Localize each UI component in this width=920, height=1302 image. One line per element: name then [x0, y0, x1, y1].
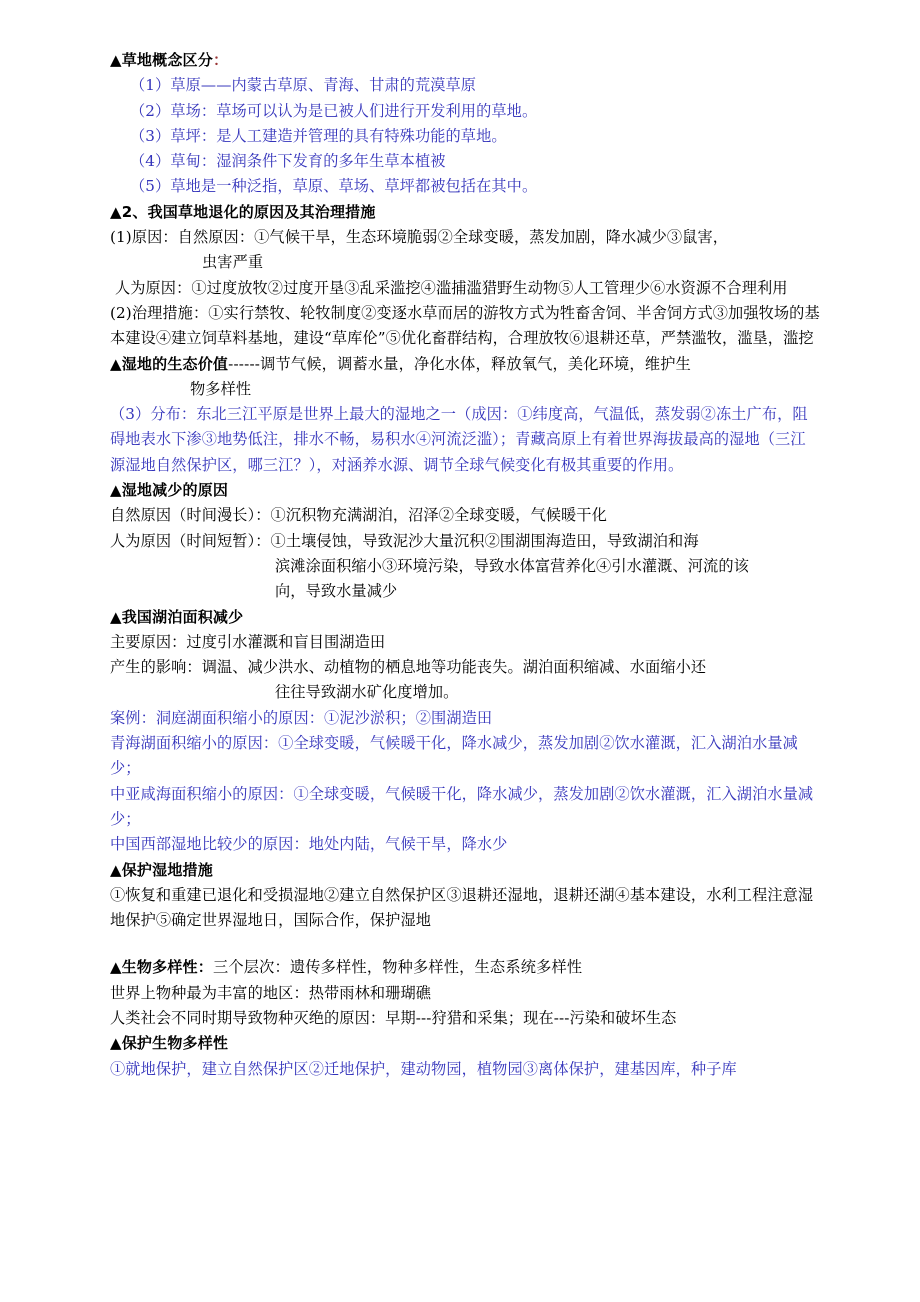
list-item: （2）草场：草场可以认为是已被人们进行开发利用的草地。 [130, 101, 538, 120]
section-spacer [110, 933, 820, 955]
list-item: （4）草甸：湿润条件下发育的多年生草本植被 [130, 152, 446, 171]
paragraph-continuation: 向，导致水量减少 [275, 582, 398, 601]
section-grassland-concepts [110, 48, 820, 200]
heading-text: ▲草地概念区分 [110, 51, 213, 69]
section-heading: ▲保护湿地措施 [110, 860, 213, 879]
paragraph: (2)治理措施：①实行禁牧、轮牧制度②变逐水草而居的游牧方式为牲畜舍饲、半舍饲方式③加强牧场的基本建设④建立饲草料基地，建设“草库伦”⑤优化畜群结构，合理放牧⑥退耕还草，严禁滥牧，滥垦，滥挖 [110, 303, 820, 348]
paragraph: (1)原因：自然原因：①气候干旱，生态环境脆弱②全球变暖，蒸发加剧，降水减少③鼠害， [110, 228, 729, 247]
heading-tail-text: 三个层次：遗传多样性，物种多样性，生态系统多样性 [212, 958, 583, 977]
paragraph: 主要原因：过度引水灌溉和盲目围湖造田 [110, 632, 386, 651]
paragraph: 人为原因：①过度放牧②过度开垦③乱采滥挖④滥捕滥猎野生动物⑤人工管理少⑥水资源不合理利用 [110, 278, 788, 297]
section-heading: ▲保护生物多样性 [110, 1034, 229, 1053]
case-example: 中亚咸海面积缩小的原因：①全球变暖，气候暖干化，降水减少，蒸发加剧②饮水灌溉，汇入湖泊水量减少； [110, 784, 814, 828]
paragraph-continuation: 物多样性 [190, 379, 252, 398]
heading-tail-text: ------调节气候，调蓄水量，净化水体，释放氧气，美化环境，维护生 [228, 354, 691, 373]
paragraph: （3）分布：东北三江平原是世界上最大的湿地之一（成因：①纬度高，气温低，蒸发弱②冻土广布，阻碍地表水下渗③地势低注，排水不畅，易积水④河流泛滥）；青藏高原上有着世界海拔最高的湿地（三江源湿地自然保护区，哪三江？），对涵养水源、调节全球气候变化有极其重要的作用。 [110, 405, 808, 474]
heading-colon: ： [212, 51, 229, 69]
section-wetland-protection [110, 858, 820, 934]
section-grassland-degradation [110, 200, 820, 352]
paragraph: 人类社会不同时期导致物种灭绝的原因：早期---狩猎和采集；现在---污染和破坏生态 [110, 1008, 677, 1027]
paragraph-continuation: 虫害严重 [202, 253, 264, 272]
section-biodiversity-protection [110, 1031, 820, 1082]
list-item: （1）草原——内蒙古草原、青海、甘肃的荒漠草原 [130, 76, 477, 95]
section-wetland-reduction [110, 478, 820, 604]
section-heading: ▲2、我国草地退化的原因及其治理措施 [110, 202, 376, 221]
section-wetland-value [110, 352, 820, 478]
section-heading: ▲湿地减少的原因 [110, 481, 229, 500]
paragraph-continuation: 滨滩涂面积缩小③环境污染，导致水体富营养化④引水灌溉、河流的该 [275, 556, 749, 575]
section-heading [110, 48, 820, 73]
list-item: （3）草坪：是人工建造并管理的具有特殊功能的草地。 [130, 126, 507, 145]
heading-colon: ： [197, 958, 213, 977]
document-body [110, 48, 820, 1082]
section-biodiversity [110, 955, 820, 1031]
paragraph-continuation: 往往导致湖水矿化度增加。 [275, 683, 459, 702]
heading-text: ▲湿地的生态价值 [110, 354, 229, 373]
paragraph: 人为原因（时间短暂）：①土壤侵蚀，导致泥沙大量沉积②围湖围海造田，导致湖泊和海 [110, 531, 699, 550]
section-heading [110, 352, 820, 377]
case-example: 中国西部湿地比较少的原因：地处内陆，气候干旱，降水少 [110, 835, 508, 854]
case-example: 案例：洞庭湖面积缩小的原因：①泥沙淤积；②围湖造田 [110, 708, 493, 727]
paragraph: 产生的影响：调温、减少洪水、动植物的栖息地等功能丧失。湖泊面积缩减、水面缩小还 [110, 658, 707, 677]
section-heading [110, 955, 820, 980]
paragraph: ①恢复和重建已退化和受损湿地②建立自然保护区③退耕还湿地，退耕还湖④基本建设，水利工程注意湿地保护⑤确定世界湿地日，国际合作，保护湿地 [110, 885, 814, 930]
paragraph: 世界上物种最为丰富的地区：热带雨林和珊瑚礁 [110, 983, 432, 1002]
heading-text: ▲生物多样性 [110, 958, 198, 977]
paragraph: 自然原因（时间漫长）：①沉积物充满湖泊，沼泽②全球变暖，气候暖干化 [110, 506, 607, 525]
section-heading: ▲我国湖泊面积减少 [110, 607, 244, 626]
list-item: （5）草地是一种泛指，草原、草场、草坪都被包括在其中。 [130, 177, 538, 196]
case-example: 青海湖面积缩小的原因：①全球变暖，气候暖干化，降水减少，蒸发加剧②饮水灌溉，汇入湖泊水量减少； [110, 734, 798, 778]
section-lake-area-decline [110, 605, 820, 858]
paragraph: ①就地保护，建立自然保护区②迁地保护，建动物园，植物园③离体保护，建基因库，种子库 [110, 1059, 737, 1078]
